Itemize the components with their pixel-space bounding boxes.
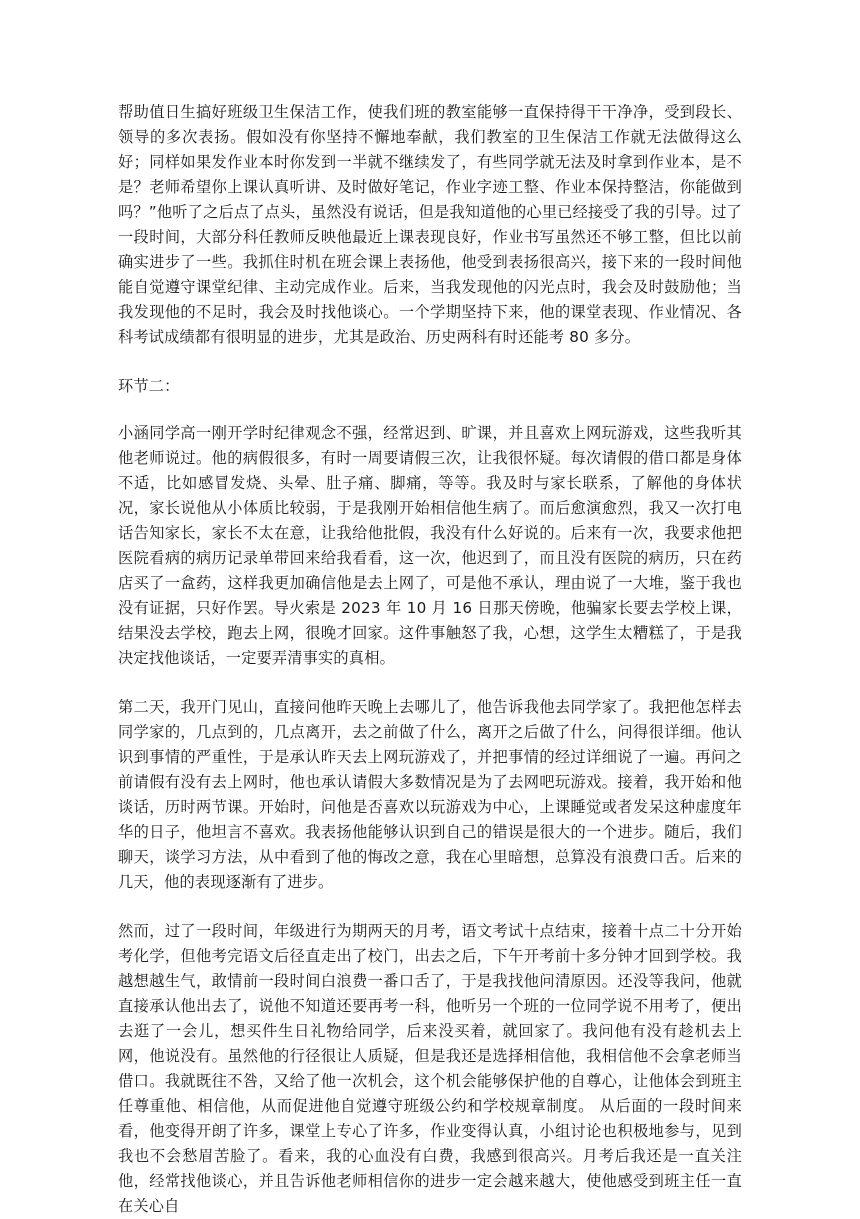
body-paragraph-1: 帮助值日生搞好班级卫生保洁工作，使我们班的教室能够一直保持得干干净净，受到段长、领导的多次表扬。假如没有你坚持不懈地奉献，我们教室的卫生保洁工作就无法做得这么好；同样如果发作业本时你发到一半就不继续发了，有些同学就无法及时拿到作业本，是不是？老师希望你上课认真听讲、及时做好笔记，作业字迹工整、作业本保持整洁，你能做到吗？”他听了之后点了点头，虽然没有说话，但是我知道他的心里已经接受了我的引导。过了一段时间，大部分科任教师反映他最近上课表现良好，作业书写虽然还不够工整，但比以前确实进步了一些。我抓住时机在班会课上表扬他，他受到表扬很高兴，接下来的一段时间他能自觉遵守课堂纪律、主动完成作业。后来，当我发现他的闪光点时，我会及时鼓励他；当我发现他的不足时，我会及时找他谈心。一个学期坚持下来，他的课堂表现、作业情况、各科考试成绩都有很明显的进步，尤其是政治、历史两科有时还能考 80 多分。 [118, 103, 742, 346]
body-paragraph-3: 第二天，我开门见山，直接问他昨天晚上去哪儿了，他告诉我他去同学家了。我把他怎样去同学家的，几点到的，几点离开，去之前做了什么，离开之后做了什么，问得很详细。他认识到事情的严重性，于是承认昨天去上网玩游戏了，并把事情的经过详细说了一遍。再问之前请假有没有去上网时，他也承认请假大多数情况是为了去网吧玩游戏。接着，我开始和他谈话，历时两节课。开始时，问他是否喜欢以玩游戏为中心，上课睡觉或者发呆这种虚度年华的日子，他坦言不喜欢。我表扬他能够认识到自己的错误是很大的一个进步。随后，我们聊天，谈学习方法，从中看到了他的悔改之意，我在心里暗想，总算没有浪费口舌。后来的几天，他的表现逐渐有了进步。 [118, 698, 742, 891]
section-heading: 环节二： [118, 377, 180, 395]
body-paragraph-4: 然而，过了一段时间，年级进行为期两天的月考，语文考试十点结束，接着十点二十分开始考化学，但他考完语文后径直走出了校门，出去之后，下午开考前十多分钟才回到学校。我越想越生气，敢情前一段时间白浪费一番口舌了，于是我找他问清原因。还没等我问，他就直接承认他出去了，说他不知道还要再考一科，他听另一个班的一位同学说不用考了，便出去逛了一会儿，想买件生日礼物给同学，后来没买着，就回家了。我问他有没有趁机去上网，他说没有。虽然他的行径很让人质疑，但是我还是选择相信他，我相信他不会拿老师当借口。我就既往不咎，又给了他一次机会，这个机会能够保护他的自尊心，让他体会到班主任尊重他、相信他，从而促进他自觉遵守班级公约和学校规章制度。 从后面的一段时间来看，他变得开朗了许多，课堂上专心了许多，作业变得认真，小组讨论也积极地参与，见到我也不会愁眉苦脸了。看来，我的心血没有白费，我感到很高兴。月考后我还是一直关注他，经常找他谈心，并且告诉他老师相信你的进步一定会越来越大，使他感受到班主任一直在关心自 [118, 922, 742, 1215]
body-paragraph-2: 小涵同学高一刚开学时纪律观念不强，经常迟到、旷课，并且喜欢上网玩游戏，这些我听其他老师说过。他的病假很多，有时一周要请假三次，让我很怀疑。每次请假的借口都是身体不适，比如感冒发烧、头晕、肚子痛、脚痛，等等。我及时与家长联系，了解他的身体状况，家长说他从小体质比较弱，于是我刚开始相信他生病了。而后愈演愈烈，我又一次打电话告知家长，家长不太在意，让我给他批假，我没有什么好说的。后来有一次，我要求他把医院看病的病历记录单带回来给我看看，这一次，他迟到了，而且没有医院的病历，只在药店买了一盒药，这样我更加确信他是去上网了，可是他不承认，理由说了一大堆，鉴于我也没有证据，只好作罢。导火索是 2023 年 10 月 16 日那天傍晚，他骗家长要去学校上课，结果没去学校，跑去上网，很晚才回家。这件事触怒了我，心想，这学生太糟糕了，于是我决定找他谈话，一定要弄清事实的真相。 [118, 424, 742, 667]
document-page [118, 100, 742, 1219]
